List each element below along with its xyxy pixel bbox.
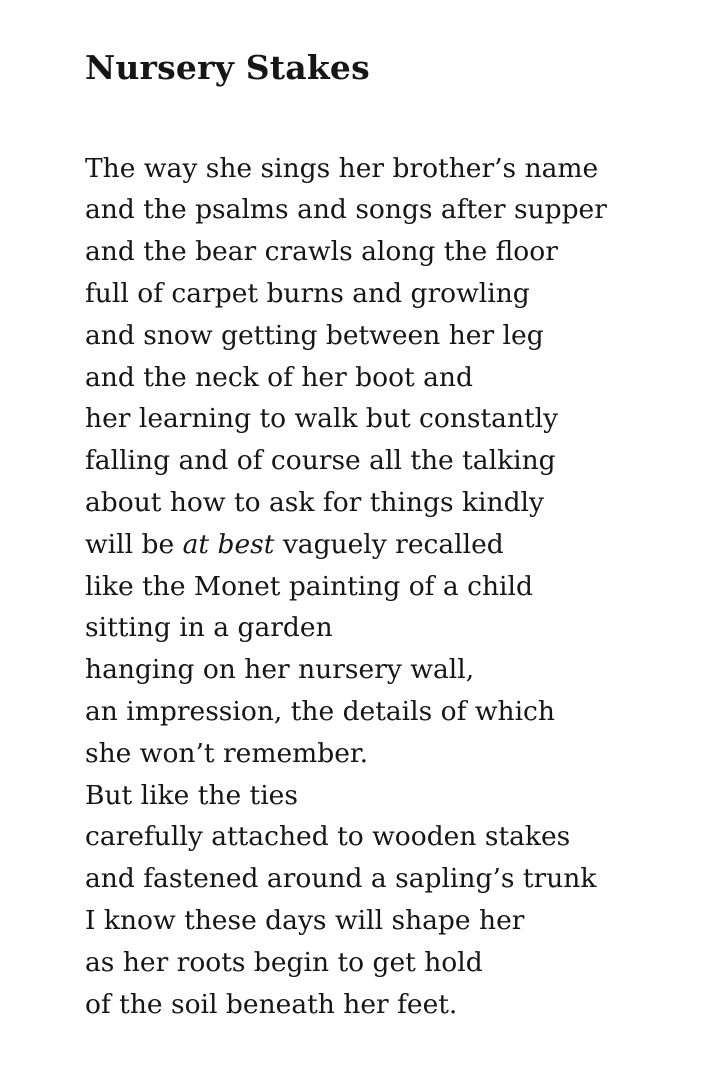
poem bbox=[85, 48, 682, 1025]
poem-line-segment: The way she sings her brother’s name bbox=[85, 152, 599, 184]
poem-body bbox=[85, 148, 682, 1026]
poem-line-segment: she won’t remember. bbox=[85, 737, 369, 769]
poem-line-segment: her learning to walk but constantly bbox=[85, 403, 559, 435]
poem-line bbox=[85, 524, 682, 566]
poem-line-segment: falling and of course all the talking bbox=[85, 445, 556, 477]
poem-line bbox=[85, 357, 682, 399]
poem-line-segment: will be bbox=[85, 528, 183, 560]
poem-line bbox=[85, 984, 682, 1026]
poem-line bbox=[85, 858, 682, 900]
poem-line-segment: and fastened around a sapling’s trunk bbox=[85, 863, 597, 895]
poem-line-segment-italic: at best bbox=[182, 528, 275, 560]
poem-line bbox=[85, 733, 682, 775]
poem-line bbox=[85, 273, 682, 315]
poem-line bbox=[85, 942, 682, 984]
poem-line bbox=[85, 482, 682, 524]
poem-line bbox=[85, 691, 682, 733]
poem-line-segment: and the bear crawls along the floor bbox=[85, 236, 558, 268]
poem-line bbox=[85, 816, 682, 858]
poem-line-segment: But like the ties bbox=[85, 779, 298, 811]
poem-line-segment: and snow getting between her leg bbox=[85, 319, 544, 351]
poem-line bbox=[85, 148, 682, 190]
poem-line-segment: hanging on her nursery wall, bbox=[85, 654, 475, 686]
poem-line-segment: full of carpet burns and growling bbox=[85, 277, 530, 309]
poem-line-segment: of the soil beneath her feet. bbox=[85, 988, 458, 1020]
poem-line-segment: and the psalms and songs after supper bbox=[85, 194, 607, 226]
poem-line-segment: I know these days will shape her bbox=[85, 904, 525, 936]
poem-line-segment: about how to ask for things kindly bbox=[85, 486, 545, 518]
poem-line-segment: vaguely recalled bbox=[274, 528, 504, 560]
poem-line bbox=[85, 775, 682, 817]
poem-line-segment: an impression, the details of which bbox=[85, 695, 555, 727]
poem-line bbox=[85, 189, 682, 231]
poem-line bbox=[85, 566, 682, 608]
poem-line bbox=[85, 607, 682, 649]
poem-title: Nursery Stakes bbox=[85, 48, 370, 87]
poem-line bbox=[85, 440, 682, 482]
poem-line-segment: and the neck of her boot and bbox=[85, 361, 473, 393]
poem-line bbox=[85, 649, 682, 691]
poem-line bbox=[85, 315, 682, 357]
poem-line-segment: sitting in a garden bbox=[85, 612, 333, 644]
poem-line bbox=[85, 900, 682, 942]
poem-line-segment: carefully attached to wooden stakes bbox=[85, 821, 571, 853]
poem-line bbox=[85, 398, 682, 440]
poem-line-segment: as her roots begin to get hold bbox=[85, 946, 483, 978]
poem-line-segment: like the Monet painting of a child bbox=[85, 570, 533, 602]
poem-line bbox=[85, 231, 682, 273]
